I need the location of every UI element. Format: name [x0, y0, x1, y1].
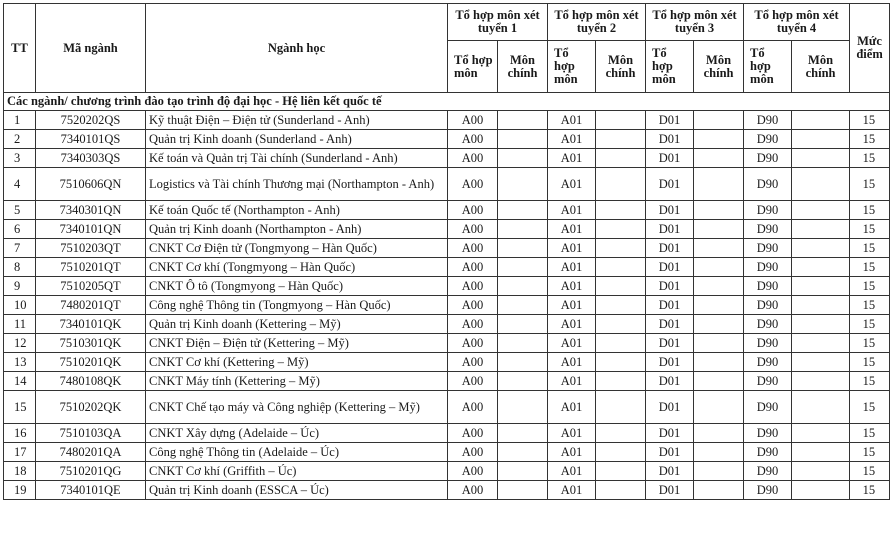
cell-main-2 [596, 258, 646, 277]
cell-combo-1: A00 [448, 315, 498, 334]
cell-main-1 [498, 220, 548, 239]
cell-combo-3: D01 [646, 111, 694, 130]
table-row [4, 111, 890, 130]
cell-combo-3: D01 [646, 220, 694, 239]
cell-main-2 [596, 372, 646, 391]
cell-main-2 [596, 353, 646, 372]
cell-main-4 [792, 258, 850, 277]
cell-combo-2: A01 [548, 372, 596, 391]
cell-combo-3: D01 [646, 201, 694, 220]
cell-combo-2: A01 [548, 201, 596, 220]
cell-combo-2: A01 [548, 168, 596, 201]
cell-score: 15 [850, 277, 890, 296]
cell-combo-1: A00 [448, 481, 498, 500]
cell-code: 7510606QN [36, 168, 146, 201]
cell-tt: 2 [4, 130, 36, 149]
cell-major: CNKT Ô tô (Tongmyong – Hàn Quốc) [146, 277, 448, 296]
cell-combo-1: A00 [448, 334, 498, 353]
cell-tt: 10 [4, 296, 36, 315]
cell-main-3 [694, 391, 744, 424]
cell-code: 7510205QT [36, 277, 146, 296]
cell-main-4 [792, 111, 850, 130]
cell-main-1 [498, 258, 548, 277]
cell-main-1 [498, 391, 548, 424]
cell-combo-1: A00 [448, 130, 498, 149]
cell-combo-2: A01 [548, 258, 596, 277]
header-group-2: Tổ hợp môn xét tuyển 2 [548, 4, 646, 41]
cell-major: Kỹ thuật Điện – Điện tử (Sunderland - Anh) [146, 111, 448, 130]
cell-tt: 13 [4, 353, 36, 372]
cell-score: 15 [850, 239, 890, 258]
cell-main-2 [596, 315, 646, 334]
cell-main-4 [792, 296, 850, 315]
cell-code: 7480201QA [36, 443, 146, 462]
cell-combo-4: D90 [744, 334, 792, 353]
header-group-4: Tổ hợp môn xét tuyển 4 [744, 4, 850, 41]
cell-combo-2: A01 [548, 443, 596, 462]
table-row [4, 220, 890, 239]
cell-main-1 [498, 130, 548, 149]
cell-main-4 [792, 462, 850, 481]
cell-code: 7340101QK [36, 315, 146, 334]
cell-tt: 4 [4, 168, 36, 201]
header-main-4: Môn chính [792, 41, 850, 93]
table-row [4, 239, 890, 258]
cell-score: 15 [850, 391, 890, 424]
cell-main-1 [498, 462, 548, 481]
cell-main-3 [694, 481, 744, 500]
cell-main-4 [792, 391, 850, 424]
cell-code: 7510103QA [36, 424, 146, 443]
cell-tt: 3 [4, 149, 36, 168]
cell-main-2 [596, 201, 646, 220]
section-row [4, 93, 890, 111]
cell-score: 15 [850, 220, 890, 239]
cell-major: Quản trị Kinh doanh (Sunderland - Anh) [146, 130, 448, 149]
cell-main-2 [596, 296, 646, 315]
admission-table [3, 3, 890, 500]
cell-main-4 [792, 130, 850, 149]
cell-main-2 [596, 277, 646, 296]
cell-code: 7480201QT [36, 296, 146, 315]
cell-main-1 [498, 315, 548, 334]
cell-main-1 [498, 111, 548, 130]
cell-combo-1: A00 [448, 220, 498, 239]
cell-combo-2: A01 [548, 277, 596, 296]
cell-score: 15 [850, 334, 890, 353]
cell-code: 7510203QT [36, 239, 146, 258]
cell-main-1 [498, 353, 548, 372]
header-major: Ngành học [146, 4, 448, 93]
cell-tt: 9 [4, 277, 36, 296]
cell-main-4 [792, 481, 850, 500]
cell-combo-2: A01 [548, 296, 596, 315]
header-score: Mức điểm [850, 4, 890, 93]
cell-combo-3: D01 [646, 424, 694, 443]
cell-score: 15 [850, 481, 890, 500]
cell-score: 15 [850, 130, 890, 149]
cell-main-4 [792, 277, 850, 296]
cell-combo-2: A01 [548, 149, 596, 168]
cell-score: 15 [850, 353, 890, 372]
header-code: Mã ngành [36, 4, 146, 93]
cell-combo-1: A00 [448, 258, 498, 277]
cell-combo-3: D01 [646, 481, 694, 500]
cell-combo-3: D01 [646, 258, 694, 277]
cell-main-4 [792, 334, 850, 353]
cell-score: 15 [850, 201, 890, 220]
table-row [4, 168, 890, 201]
cell-tt: 6 [4, 220, 36, 239]
cell-main-2 [596, 111, 646, 130]
cell-main-2 [596, 481, 646, 500]
table-row [4, 201, 890, 220]
cell-major: Công nghệ Thông tin (Tongmyong – Hàn Quốc) [146, 296, 448, 315]
cell-main-2 [596, 424, 646, 443]
cell-main-3 [694, 149, 744, 168]
cell-combo-1: A00 [448, 372, 498, 391]
cell-major: CNKT Máy tính (Kettering – Mỹ) [146, 372, 448, 391]
cell-main-3 [694, 296, 744, 315]
cell-tt: 8 [4, 258, 36, 277]
cell-combo-2: A01 [548, 239, 596, 258]
cell-combo-1: A00 [448, 239, 498, 258]
cell-code: 7340301QN [36, 201, 146, 220]
cell-code: 7510201QT [36, 258, 146, 277]
header-combo-4: Tổ hợp môn [744, 41, 792, 93]
cell-code: 7510202QK [36, 391, 146, 424]
cell-main-1 [498, 201, 548, 220]
header-combo-3: Tổ hợp môn [646, 41, 694, 93]
cell-combo-1: A00 [448, 277, 498, 296]
cell-tt: 1 [4, 111, 36, 130]
cell-combo-3: D01 [646, 168, 694, 201]
cell-code: 7510201QK [36, 353, 146, 372]
cell-combo-3: D01 [646, 372, 694, 391]
cell-combo-2: A01 [548, 130, 596, 149]
cell-main-2 [596, 220, 646, 239]
cell-main-3 [694, 239, 744, 258]
cell-main-3 [694, 201, 744, 220]
cell-main-2 [596, 334, 646, 353]
cell-combo-4: D90 [744, 111, 792, 130]
cell-combo-3: D01 [646, 353, 694, 372]
cell-major: CNKT Chế tạo máy và Công nghiệp (Kettering – Mỹ) [146, 391, 448, 424]
cell-main-3 [694, 258, 744, 277]
cell-score: 15 [850, 372, 890, 391]
table-row [4, 315, 890, 334]
table-row [4, 258, 890, 277]
cell-combo-4: D90 [744, 372, 792, 391]
cell-combo-4: D90 [744, 353, 792, 372]
cell-code: 7480108QK [36, 372, 146, 391]
cell-main-2 [596, 443, 646, 462]
cell-main-3 [694, 353, 744, 372]
cell-main-3 [694, 424, 744, 443]
cell-combo-1: A00 [448, 149, 498, 168]
table-row [4, 149, 890, 168]
table-row [4, 334, 890, 353]
cell-combo-2: A01 [548, 462, 596, 481]
table-header [4, 4, 890, 93]
header-combo-1: Tổ hợp môn [448, 41, 498, 93]
cell-combo-4: D90 [744, 258, 792, 277]
cell-combo-1: A00 [448, 111, 498, 130]
cell-main-2 [596, 149, 646, 168]
cell-main-1 [498, 277, 548, 296]
header-main-1: Môn chính [498, 41, 548, 93]
cell-tt: 17 [4, 443, 36, 462]
cell-main-1 [498, 443, 548, 462]
cell-combo-4: D90 [744, 481, 792, 500]
cell-major: CNKT Cơ khí (Kettering – Mỹ) [146, 353, 448, 372]
cell-tt: 18 [4, 462, 36, 481]
cell-main-4 [792, 239, 850, 258]
cell-major: Logistics và Tài chính Thương mại (Northampton - Anh) [146, 168, 448, 201]
cell-score: 15 [850, 296, 890, 315]
cell-main-3 [694, 130, 744, 149]
table-row [4, 391, 890, 424]
cell-main-1 [498, 149, 548, 168]
cell-combo-3: D01 [646, 462, 694, 481]
table-row [4, 130, 890, 149]
cell-code: 7340303QS [36, 149, 146, 168]
cell-score: 15 [850, 258, 890, 277]
cell-major: CNKT Xây dựng (Adelaide – Úc) [146, 424, 448, 443]
cell-combo-2: A01 [548, 353, 596, 372]
cell-main-4 [792, 201, 850, 220]
admission-table-container [3, 3, 889, 500]
cell-code: 7340101QN [36, 220, 146, 239]
header-combo-2: Tổ hợp môn [548, 41, 596, 93]
cell-major: Quản trị Kinh doanh (ESSCA – Úc) [146, 481, 448, 500]
cell-code: 7340101QS [36, 130, 146, 149]
cell-tt: 12 [4, 334, 36, 353]
cell-main-3 [694, 220, 744, 239]
cell-tt: 15 [4, 391, 36, 424]
cell-combo-3: D01 [646, 443, 694, 462]
cell-main-3 [694, 372, 744, 391]
cell-combo-2: A01 [548, 315, 596, 334]
cell-tt: 7 [4, 239, 36, 258]
cell-main-4 [792, 220, 850, 239]
cell-combo-3: D01 [646, 277, 694, 296]
cell-main-2 [596, 462, 646, 481]
cell-combo-1: A00 [448, 462, 498, 481]
cell-major: CNKT Cơ Điện tử (Tongmyong – Hàn Quốc) [146, 239, 448, 258]
cell-combo-3: D01 [646, 391, 694, 424]
cell-code: 7510301QK [36, 334, 146, 353]
cell-tt: 19 [4, 481, 36, 500]
cell-combo-4: D90 [744, 239, 792, 258]
cell-major: Quản trị Kinh doanh (Kettering – Mỹ) [146, 315, 448, 334]
cell-tt: 14 [4, 372, 36, 391]
cell-combo-4: D90 [744, 315, 792, 334]
cell-major: Kế toán và Quản trị Tài chính (Sunderland - Anh) [146, 149, 448, 168]
cell-main-3 [694, 315, 744, 334]
cell-combo-4: D90 [744, 443, 792, 462]
table-row [4, 277, 890, 296]
cell-main-3 [694, 277, 744, 296]
cell-score: 15 [850, 424, 890, 443]
table-row [4, 372, 890, 391]
cell-score: 15 [850, 315, 890, 334]
cell-major: Kế toán Quốc tế (Northampton - Anh) [146, 201, 448, 220]
cell-major: Quản trị Kinh doanh (Northampton - Anh) [146, 220, 448, 239]
cell-code: 7510201QG [36, 462, 146, 481]
cell-score: 15 [850, 462, 890, 481]
cell-combo-1: A00 [448, 296, 498, 315]
cell-major: CNKT Cơ khí (Tongmyong – Hàn Quốc) [146, 258, 448, 277]
cell-main-4 [792, 168, 850, 201]
table-row [4, 481, 890, 500]
cell-major: Công nghệ Thông tin (Adelaide – Úc) [146, 443, 448, 462]
cell-code: 7340101QE [36, 481, 146, 500]
cell-combo-4: D90 [744, 462, 792, 481]
cell-combo-2: A01 [548, 424, 596, 443]
cell-score: 15 [850, 149, 890, 168]
header-group-3: Tổ hợp môn xét tuyển 3 [646, 4, 744, 41]
table-row [4, 462, 890, 481]
table-row [4, 443, 890, 462]
table-row [4, 353, 890, 372]
cell-main-1 [498, 481, 548, 500]
cell-main-4 [792, 149, 850, 168]
cell-tt: 11 [4, 315, 36, 334]
cell-main-1 [498, 239, 548, 258]
cell-combo-3: D01 [646, 296, 694, 315]
header-main-2: Môn chính [596, 41, 646, 93]
table-row [4, 296, 890, 315]
cell-combo-4: D90 [744, 424, 792, 443]
cell-main-3 [694, 462, 744, 481]
cell-main-2 [596, 168, 646, 201]
header-tt: TT [4, 4, 36, 93]
cell-main-3 [694, 168, 744, 201]
cell-combo-1: A00 [448, 168, 498, 201]
cell-main-2 [596, 130, 646, 149]
cell-score: 15 [850, 111, 890, 130]
section-title: Các ngành/ chương trình đào tạo trình độ đại học - Hệ liên kết quốc tế [4, 93, 890, 111]
cell-combo-4: D90 [744, 296, 792, 315]
table-row [4, 424, 890, 443]
cell-combo-2: A01 [548, 220, 596, 239]
cell-main-4 [792, 353, 850, 372]
cell-main-4 [792, 424, 850, 443]
table-body [4, 93, 890, 500]
cell-score: 15 [850, 168, 890, 201]
cell-main-1 [498, 372, 548, 391]
cell-combo-4: D90 [744, 168, 792, 201]
cell-combo-4: D90 [744, 220, 792, 239]
cell-combo-1: A00 [448, 424, 498, 443]
cell-combo-1: A00 [448, 443, 498, 462]
cell-combo-4: D90 [744, 277, 792, 296]
cell-main-1 [498, 168, 548, 201]
cell-combo-4: D90 [744, 149, 792, 168]
cell-major: CNKT Cơ khí (Griffith – Úc) [146, 462, 448, 481]
cell-combo-3: D01 [646, 239, 694, 258]
cell-main-2 [596, 391, 646, 424]
header-group-1: Tổ hợp môn xét tuyển 1 [448, 4, 548, 41]
cell-combo-3: D01 [646, 149, 694, 168]
cell-major: CNKT Điện – Điện tử (Kettering – Mỹ) [146, 334, 448, 353]
cell-main-4 [792, 315, 850, 334]
cell-combo-1: A00 [448, 201, 498, 220]
cell-tt: 5 [4, 201, 36, 220]
header-main-3: Môn chính [694, 41, 744, 93]
cell-main-4 [792, 443, 850, 462]
cell-combo-3: D01 [646, 130, 694, 149]
cell-main-1 [498, 296, 548, 315]
cell-main-2 [596, 239, 646, 258]
cell-combo-4: D90 [744, 391, 792, 424]
cell-main-1 [498, 424, 548, 443]
cell-score: 15 [850, 443, 890, 462]
cell-combo-1: A00 [448, 353, 498, 372]
cell-combo-2: A01 [548, 481, 596, 500]
cell-main-3 [694, 443, 744, 462]
cell-combo-1: A00 [448, 391, 498, 424]
cell-main-3 [694, 334, 744, 353]
cell-combo-3: D01 [646, 315, 694, 334]
cell-combo-4: D90 [744, 201, 792, 220]
header-row-1 [4, 4, 890, 41]
cell-main-3 [694, 111, 744, 130]
cell-combo-4: D90 [744, 130, 792, 149]
cell-main-4 [792, 372, 850, 391]
cell-combo-2: A01 [548, 111, 596, 130]
cell-combo-2: A01 [548, 391, 596, 424]
cell-code: 7520202QS [36, 111, 146, 130]
cell-tt: 16 [4, 424, 36, 443]
cell-combo-3: D01 [646, 334, 694, 353]
cell-combo-2: A01 [548, 334, 596, 353]
cell-main-1 [498, 334, 548, 353]
